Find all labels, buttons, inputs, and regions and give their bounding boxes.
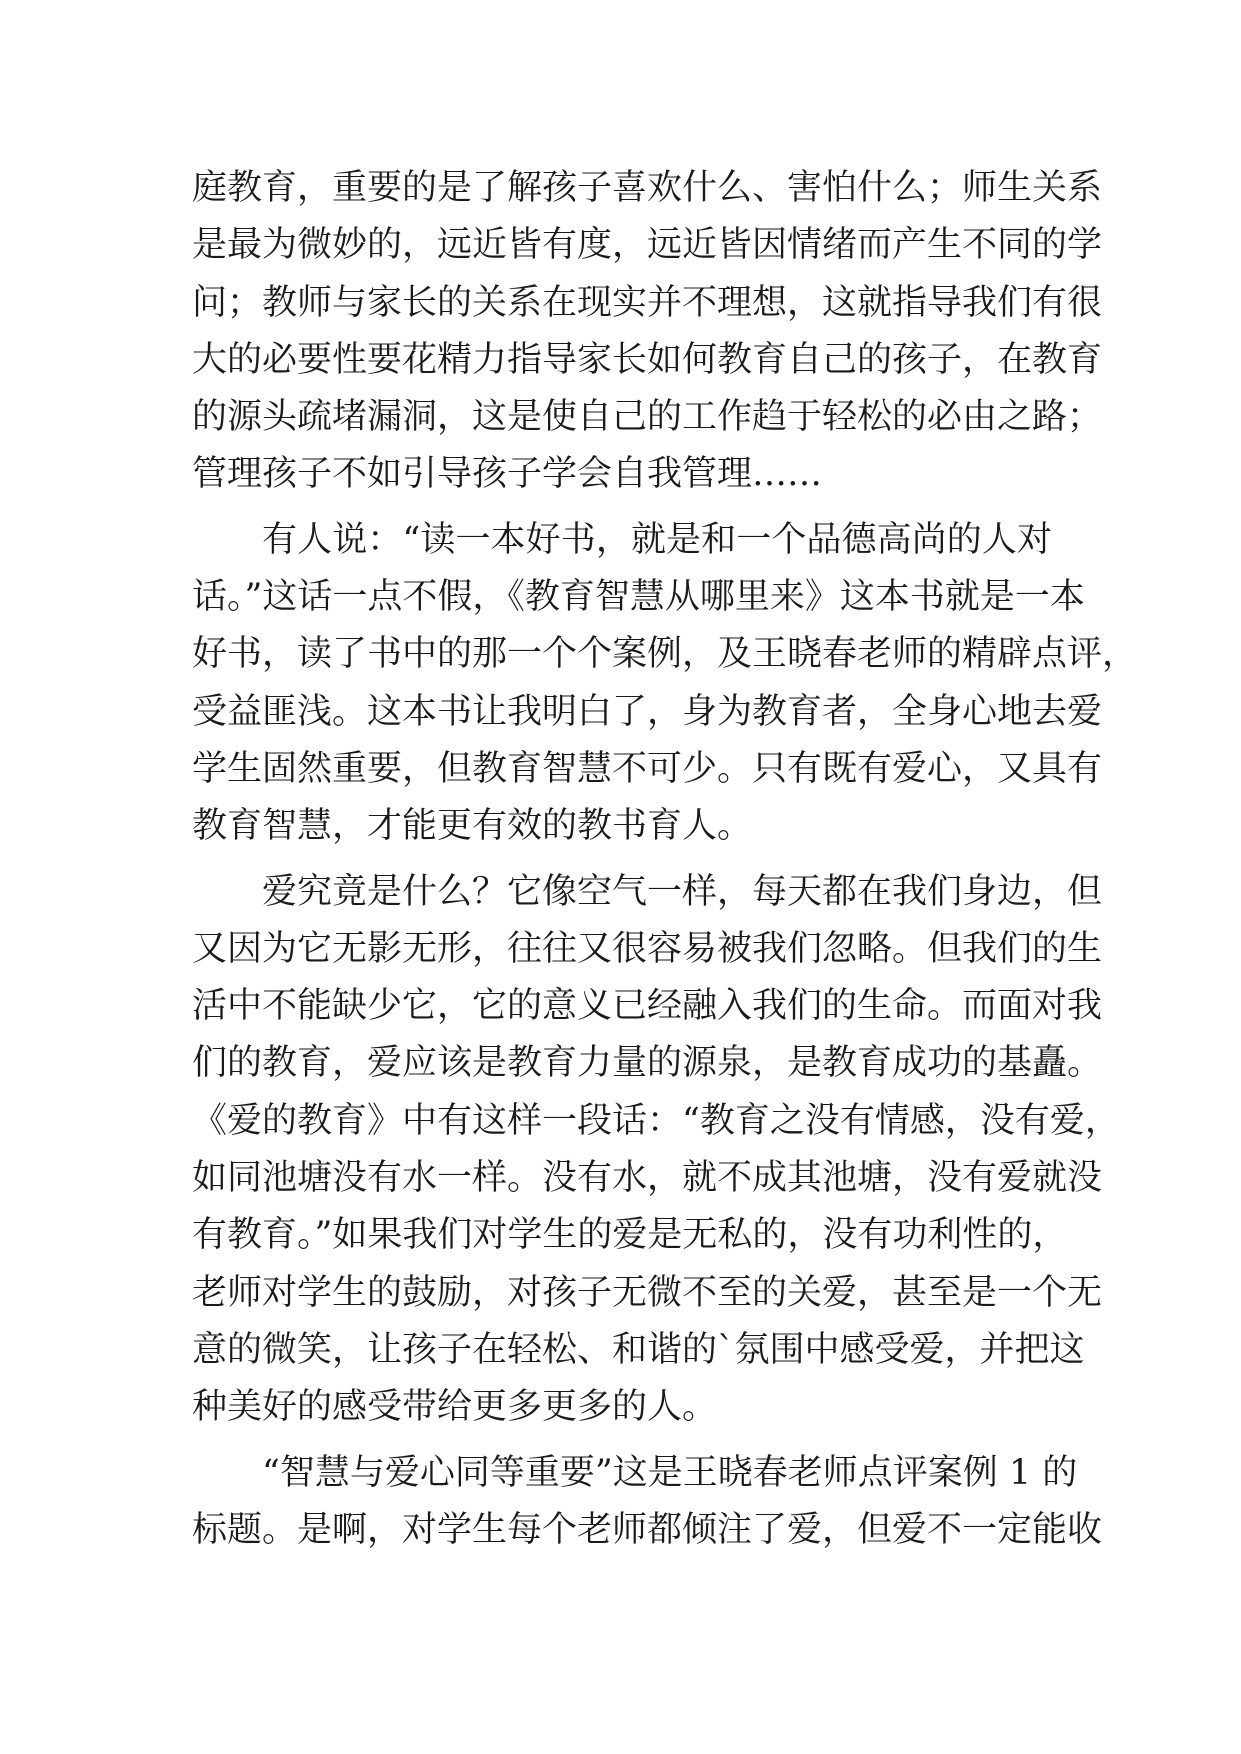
text-line: 意的微笑，让孩子在轻松、和谐的`氛围中感受爱，并把这 bbox=[192, 1329, 1085, 1370]
text-line: 管理孩子不如引导孩子学会自我管理…… bbox=[192, 454, 823, 495]
text-line: 受益匪浅。这本书让我明白了，身为教育者，全身心地去爱 bbox=[192, 691, 1103, 732]
text-line: 种美好的感受带给更多更多的人。 bbox=[192, 1387, 718, 1428]
text-line: 教育智慧，才能更有效的教书育人。 bbox=[192, 806, 753, 847]
paragraph-gap bbox=[192, 1437, 1052, 1445]
text-line: 的源头疏堵漏洞，这是使自己的工作趋于轻松的必由之路； bbox=[192, 397, 1103, 438]
text-line: 有人说：“读一本好书，就是和一个品德高尚的人对 bbox=[262, 519, 1052, 560]
paragraph-gap bbox=[192, 504, 1052, 512]
paragraph-2 bbox=[192, 512, 1138, 856]
text-line: 们的教育，爱应该是教育力量的源泉，是教育成功的基矗。 bbox=[192, 1043, 1103, 1084]
text-line: 老师对学生的鼓励，对孩子无微不至的关爱，甚至是一个无 bbox=[192, 1272, 1103, 1313]
text-line: 话。”这话一点不假，《教育智慧从哪里来》这本书就是一本 bbox=[192, 577, 1085, 618]
paragraph-1 bbox=[192, 160, 1103, 504]
text-line: 问；教师与家长的关系在现实并不理想，这就指导我们有很 bbox=[192, 282, 1103, 323]
text-line: 学生固然重要，但教育智慧不可少。只有既有爱心，又具有 bbox=[192, 748, 1103, 789]
text-line: 标题。是啊，对学生每个老师都倾注了爱，但爱不一定能收 bbox=[192, 1509, 1103, 1550]
text-line: 庭教育，重要的是了解孩子喜欢什么、害怕什么；师生关系 bbox=[192, 168, 1103, 208]
text-line: 是最为微妙的，远近皆有度，远近皆因情绪而产生不同的学 bbox=[192, 225, 1103, 266]
text-line: 《爱的教育》中有这样一段话：“教育之没有情感，没有爱， bbox=[192, 1100, 1120, 1141]
body-text bbox=[192, 160, 1138, 1559]
text-line: 有教育。”如果我们对学生的爱是无私的，没有功利性的， bbox=[192, 1215, 1068, 1256]
paragraph-gap bbox=[192, 856, 1052, 864]
text-line: 爱究竟是什么？它像空气一样，每天都在我们身边，但 bbox=[262, 871, 1103, 912]
text-line: 如同池塘没有水一样。没有水，就不成其池塘，没有爱就没 bbox=[192, 1158, 1103, 1199]
text-line: 活中不能缺少它，它的意义已经融入我们的生命。而面对我 bbox=[192, 986, 1103, 1027]
text-line: “智慧与爱心同等重要”这是王晓春老师点评案例 1 的 bbox=[262, 1452, 1078, 1493]
text-line: 好书，读了书中的那一个个案例，及王晓春老师的精辟点评， bbox=[192, 634, 1138, 675]
text-line: 又因为它无影无形，往往又很容易被我们忽略。但我们的生 bbox=[192, 928, 1103, 969]
paragraph-4 bbox=[192, 1445, 1103, 1560]
text-line: 大的必要性要花精力指导家长如何教育自己的孩子，在教育 bbox=[192, 339, 1103, 380]
paragraph-3 bbox=[192, 864, 1120, 1437]
